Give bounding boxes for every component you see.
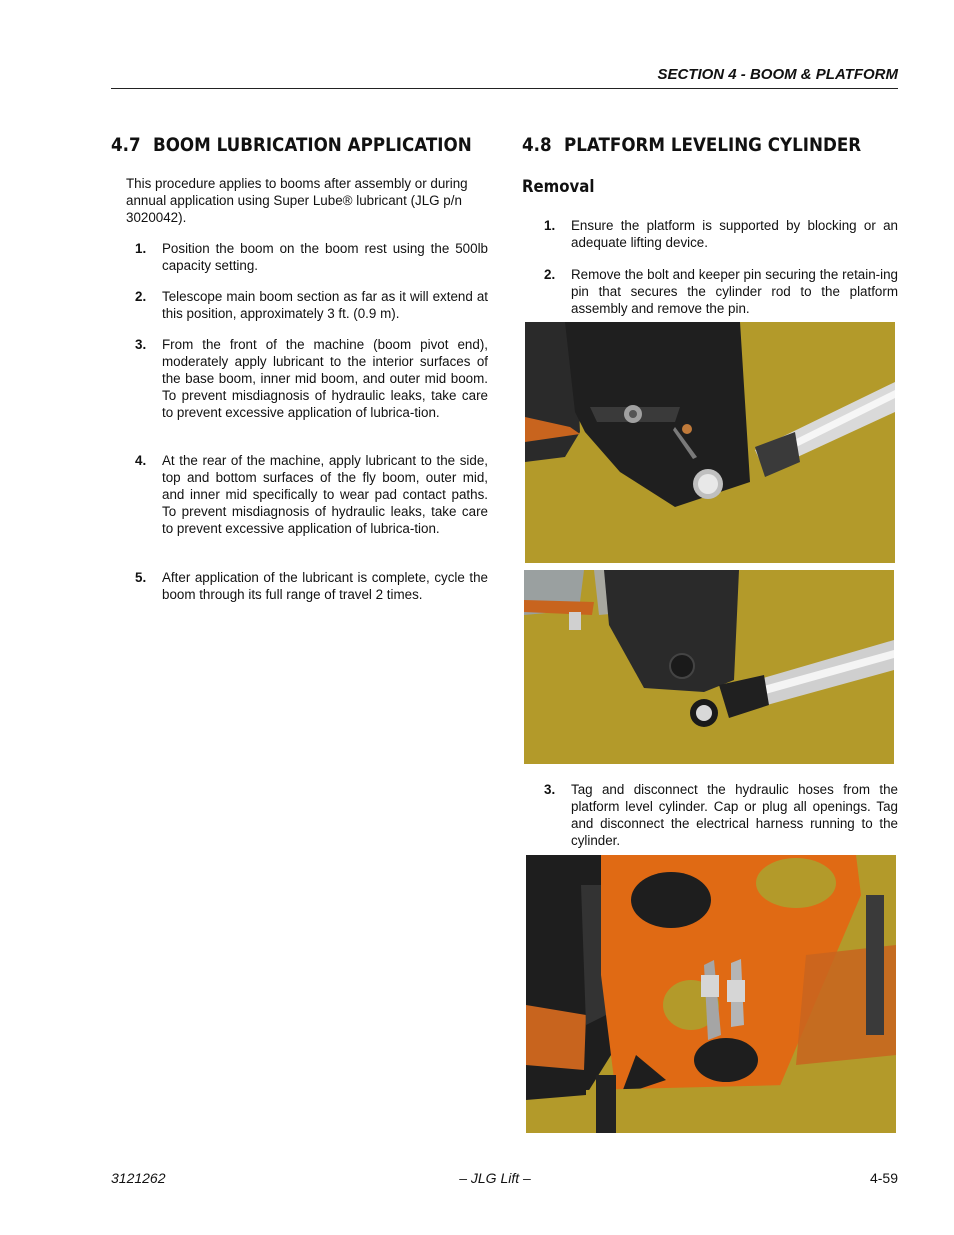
page-number: 4-59 (869, 1170, 898, 1186)
heading-4-8-title: PLATFORM LEVELING CYLINDER (563, 134, 862, 156)
step-text: From the front of the machine (boom pivot end), moderately apply lubricant to the interior surfaces of the base boom, inner mid boom, and outer mid boom. To prevent misdiagnosis of hydraulic leaks, take care to prevent excessive application of lubrica-tion. (162, 337, 488, 420)
page-header (111, 64, 898, 89)
list-item (135, 336, 488, 421)
list-item (135, 452, 488, 537)
heading-4-7-title: BOOM LUBRICATION APPLICATION (152, 134, 472, 156)
photo-hydraulic-hoses (526, 855, 896, 1133)
step-text: Position the boom on the boom rest using the 500lb capacity setting. (162, 241, 488, 273)
list-item (135, 240, 488, 274)
intro-paragraph: This procedure applies to booms after assembly or during annual application using Super Lube® lubricant (JLG p/n 3020042). (126, 176, 468, 225)
list-item (135, 288, 488, 322)
step-text: After application of the lubricant is complete, cycle the boom through its full range of travel 2 times. (162, 570, 488, 602)
step-text: Remove the bolt and keeper pin securing the retain-ing pin that secures the cylinder rod to the platform assembly and remove the pin. (571, 267, 898, 316)
step-text: Telescope main boom section as far as it will extend at this position, approximately 3 ft. (0.9 m). (162, 289, 488, 321)
step-number: 5. (135, 570, 147, 585)
list-item (135, 569, 488, 603)
list-item (544, 781, 898, 849)
list-item (544, 217, 898, 251)
heading-4-8 (522, 134, 861, 156)
heading-4-7-number: 4.7 (111, 134, 141, 156)
step-number: 2. (544, 267, 556, 282)
step-text: Tag and disconnect the hydraulic hoses from the platform level cylinder. Cap or plug all openings. Tag and disconnect the electrical harness running to the cylinder. (571, 782, 898, 848)
doc-number: 3121262 (111, 1170, 166, 1186)
step-number: 2. (135, 289, 147, 304)
step-text: Ensure the platform is supported by blocking or an adequate lifting device. (571, 218, 898, 250)
subheading-removal: Removal (522, 177, 595, 197)
step-number: 3. (135, 337, 147, 352)
heading-4-8-number: 4.8 (522, 134, 552, 156)
footer-center: – JLG Lift – (459, 1170, 531, 1186)
heading-4-7 (111, 134, 472, 156)
list-item (544, 266, 898, 317)
step-number: 1. (544, 218, 556, 233)
photo-cylinder-pin-closeup (525, 322, 895, 563)
step-number: 4. (135, 453, 147, 468)
step-text: At the rear of the machine, apply lubricant to the side, top and bottom surfaces of the fly boom, outer mid, and inner mid specifically to wear pad contact paths. To prevent misdiagnosis of hydraulic leaks, take care to prevent excessive application of lubrica-tion. (162, 453, 488, 536)
step-number: 3. (544, 782, 556, 797)
step-number: 1. (135, 241, 147, 256)
section-title: SECTION 4 - BOOM & PLATFORM (657, 66, 898, 83)
photo-cylinder-rod-end (524, 570, 894, 764)
